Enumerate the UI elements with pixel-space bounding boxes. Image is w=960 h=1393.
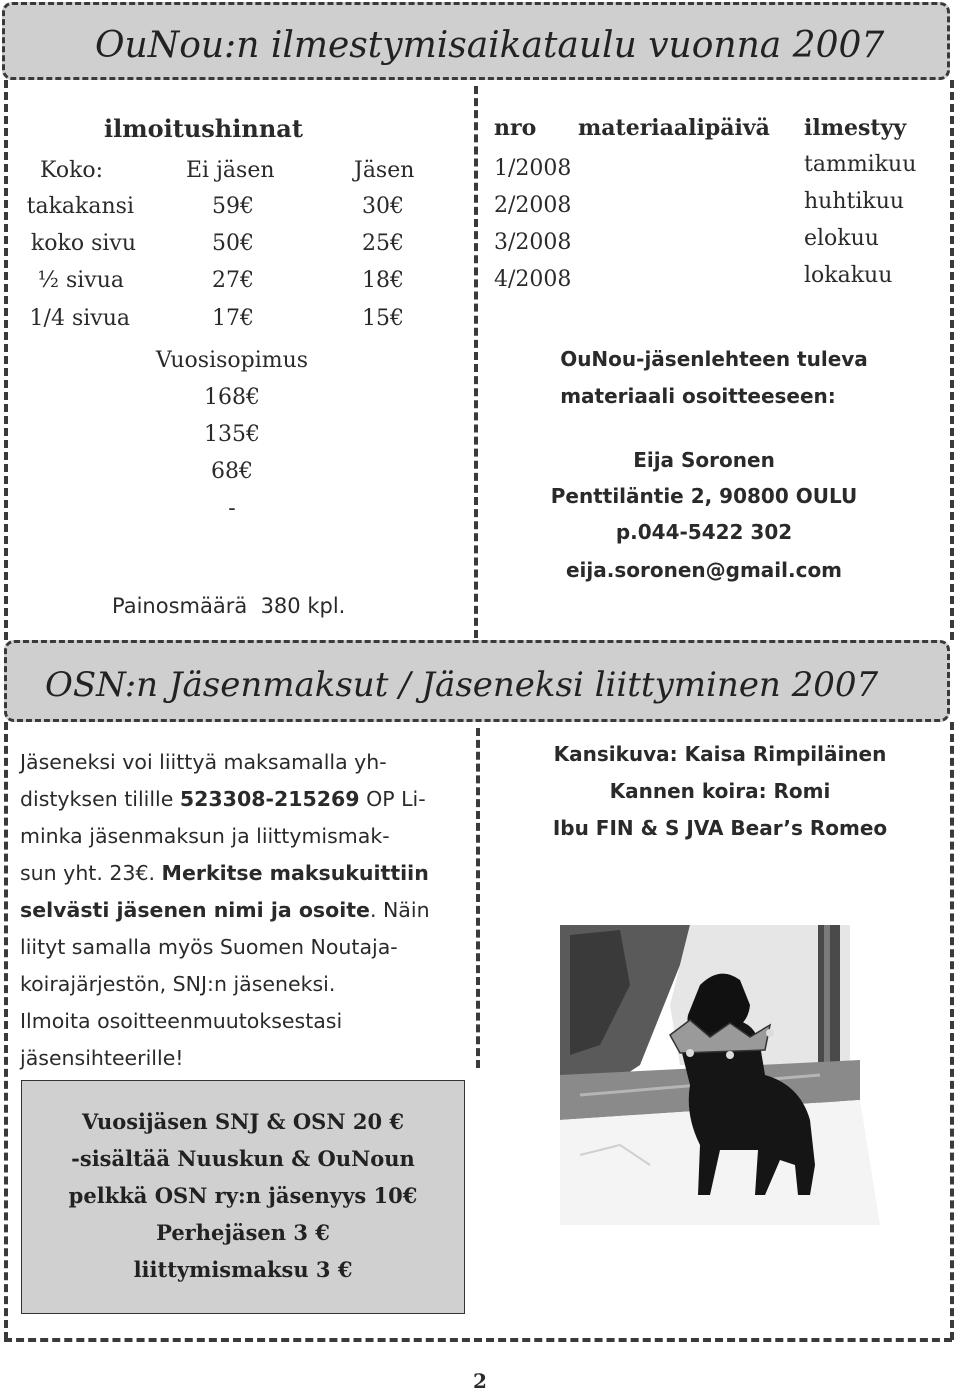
fee-line: pelkkä OSN ry:n jäsenyys 10€ (68, 1183, 418, 1208)
price-row-nonmember: 50€ (212, 231, 254, 256)
prices-title: ilmoitushinnat (104, 114, 303, 143)
material-line2: materiaali osoitteeseen: (560, 384, 836, 408)
join-line: liityt samalla myös Suomen Noutaja- (20, 935, 398, 959)
frame-right-lower (950, 722, 954, 1340)
schedule-month: tammikuu (804, 152, 917, 177)
schedule-header-number: nro (494, 115, 537, 141)
schedule-month: huhtikuu (804, 189, 905, 214)
schedule-month: lokakuu (804, 263, 893, 288)
join-line: Ilmoita osoitteenmuutoksestasi (20, 1009, 343, 1033)
fee-line: Perhejäsen 3 € (156, 1220, 330, 1245)
price-row-nonmember: 59€ (212, 194, 254, 219)
join-line: distyksen tilille 523308-215269 OP Li- (20, 787, 426, 811)
cover-photo-credit: Kansikuva: Kaisa Rimpiläinen (553, 742, 887, 766)
fee-line: -sisältää Nuuskun & OuNoun (71, 1146, 415, 1171)
price-row-size: 1/4 sivua (29, 306, 130, 331)
material-name: Eija Soronen (633, 448, 775, 472)
cover-dog-title: Ibu FIN & S JVA Bear’s Romeo (552, 816, 888, 840)
material-line1: OuNou-jäsenlehteen tuleva (560, 347, 868, 371)
price-row-nonmember: 27€ (212, 268, 254, 293)
schedule-issue: 3/2008 (494, 230, 572, 255)
cover-credits (500, 736, 940, 847)
schedule-issue: 4/2008 (494, 267, 572, 292)
join-line: Jäseneksi voi liittyä maksamalla yh- (20, 750, 387, 774)
fees-box (21, 1080, 465, 1314)
price-row-member: 25€ (362, 231, 404, 256)
price-row-nonmember: 17€ (212, 306, 254, 331)
yearly-title: Vuosisopimus (155, 348, 309, 373)
join-line: jäsensihteerille! (20, 1046, 184, 1070)
material-email: eija.soronen@gmail.com (565, 558, 843, 582)
schedule-header-material-date: materiaalipäivä (578, 115, 770, 141)
yearly-value: 68€ (211, 459, 253, 484)
bank-account: 523308-215269 (179, 787, 360, 811)
column-divider (474, 86, 478, 638)
frame-bottom (4, 1338, 952, 1342)
print-run: Painosmäärä 380 kpl. (112, 594, 346, 618)
schedule-header-published: ilmestyy (804, 115, 907, 141)
join-line: koirajärjestön, SNJ:n jäseneksi. (20, 972, 336, 996)
material-street: Penttiläntie 2, 90800 OULU (550, 484, 858, 508)
price-row-size: takakansi (26, 194, 134, 219)
price-row-size: ½ sivua (37, 268, 124, 293)
price-row-size: koko sivu (30, 231, 136, 256)
cover-dog: Kannen koira: Romi (609, 779, 831, 803)
schedule-banner-title: OuNou:n ilmestymisaikataulu vuonna 2007 (95, 25, 885, 66)
join-line: selvästi jäsenen nimi ja osoite. Näin (20, 898, 430, 922)
fee-line: liittymismaksu 3 € (133, 1257, 353, 1282)
schedule-month: elokuu (804, 226, 879, 251)
schedule-issue: 2/2008 (494, 193, 572, 218)
page-number: 2 (473, 1369, 487, 1393)
prices-header-member: Jäsen (354, 158, 415, 183)
frame-left-lower (4, 722, 8, 1340)
price-row-member: 30€ (362, 194, 404, 219)
yearly-value: 135€ (204, 422, 260, 447)
prices-header-size: Koko: (40, 158, 104, 183)
schedule-issue: 1/2008 (494, 156, 572, 181)
join-text (20, 744, 490, 1077)
schedule-banner (2, 2, 950, 80)
prices-header-nonmember: Ei jäsen (186, 158, 275, 183)
frame-left-upper (4, 80, 8, 640)
join-line: minka jäsenmaksun ja liittymismak- (20, 824, 390, 848)
join-line: sun yht. 23€. Merkitse maksukuittiin (20, 861, 429, 885)
material-phone: p.044-5422 302 (615, 520, 793, 544)
fee-line: Vuosijäsen SNJ & OSN 20 € (82, 1109, 404, 1134)
price-row-member: 18€ (362, 268, 404, 293)
frame-right-upper (950, 80, 954, 640)
yearly-value: - (228, 496, 236, 521)
yearly-value: 168€ (204, 385, 260, 410)
cover-dog-photo (560, 925, 880, 1225)
price-row-member: 15€ (362, 306, 404, 331)
membership-banner (4, 640, 950, 722)
membership-banner-title: OSN:n Jäsenmaksut / Jäseneksi liittyminen 2007 (45, 665, 879, 705)
